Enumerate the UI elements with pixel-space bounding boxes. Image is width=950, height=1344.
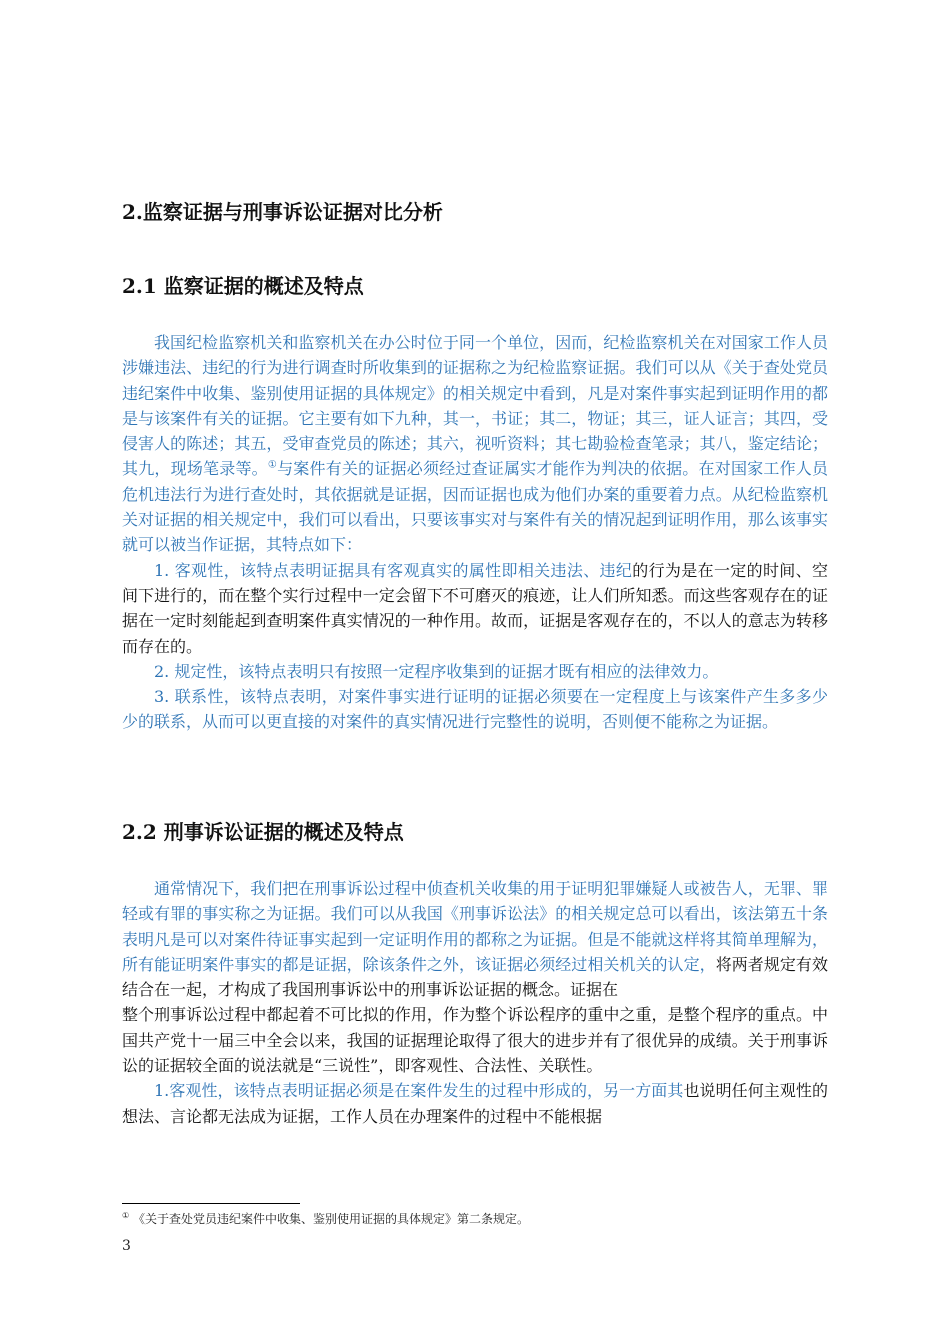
page-number: 3 — [122, 1238, 131, 1254]
section-2-2-body — [122, 876, 828, 1129]
footnote-divider — [122, 1203, 300, 1204]
section-heading-2-2: 2.2 刑事诉讼证据的概述及特点 — [122, 820, 404, 844]
list-item-2-2-objectivity: 1.客观性，该特点表明证据必须是在案件发生的过程中形成的，另一方面其也说明任何主观性的想法、言论都无法成为证据，工作人员在办理案件的过程中不能根据 — [122, 1081, 828, 1126]
paragraph-2-2-continued: 整个刑事诉讼过程中都起着不可比拟的作用，作为整个诉讼程序的重中之重，是整个程序的重点。中国共产党十一届三中全会以来，我国的证据理论取得了很大的进步并有了很优异的成绩。关于刑事诉讼的证据较全面的说法就是“三说性”，即客观性、合法性、关联性。 — [122, 1005, 828, 1076]
footnote-ref[interactable]: ① — [267, 460, 278, 472]
footnote-mark: ① — [122, 1211, 130, 1220]
section-heading-2-1: 2.1 监察证据的概述及特点 — [122, 274, 364, 298]
list-item-regularity: 2. 规定性，该特点表明只有按照一定程序收集到的证据才既有相应的法律效力。 — [154, 661, 719, 681]
paragraph-2-1-intro: 我国纪检监察机关和监察机关在办公时位于同一个单位，因而，纪检监察机关在对国家工作人员涉嫌违法、违纪的行为进行调查时所收集到的证据称之为纪检监察证据。我们可以从《关于查处党员违纪案件中收集、鉴别使用证据的具体规定》的相关规定中看到，凡是对案件事实起到证明作用的都是与该案件有关的证据。它主要有如下九种，其一，书证；其二，物证；其三，证人证言；其四，受侵害人的陈述；其五，受审查党员的陈述；其六，视听资料；其七勘验检查笔录；其八，鉴定结论；其九，现场笔录等。①与案件有关的证据必须经过查证属实才能作为判决的依据。在对国家工作人员危机违法行为进行查处时，其依据就是证据，因而证据也成为他们办案的重要着力点。从纪检监察机关对证据的相关规定中，我们可以看出，只要该事实对与案件有关的情况起到证明作用，那么该事实就可以被当作证据，其特点如下： — [122, 333, 828, 555]
footnote — [122, 1210, 529, 1227]
section-2-1-body — [122, 330, 828, 735]
list-item-objectivity: 1. 客观性，该特点表明证据具有客观真实的属性即相关违法、违纪的行为是在一定的时间、空间下进行的，而在整个实行过程中一定会留下不可磨灭的痕迹，让人们所知悉。而这些客观存在的证据在一定时刻能起到查明案件真实情况的一种作用。故而，证据是客观存在的，不以人的意志为转移而存在的。 — [122, 560, 828, 656]
list-item-relevance: 3. 联系性，该特点表明，对案件事实进行证明的证据必须要在一定程度上与该案件产生多多少少的联系，从而可以更直接的对案件的真实情况进行完整性的说明，否则便不能称之为证据。 — [122, 687, 828, 732]
section-heading-2: 2.监察证据与刑事诉讼证据对比分析 — [122, 200, 443, 224]
paragraph-2-2-intro: 通常情况下，我们把在刑事诉讼过程中侦查机关收集的用于证明犯罪嫌疑人或被告人，无罪、罪轻或有罪的事实称之为证据。我们可以从我国《刑事诉讼法》的相关规定总可以看出，该法第五十条表明凡是可以对案件待证事实起到一定证明作用的都称之为证据。但是不能就这样将其简单理解为，所有能证明案件事实的都是证据，除该条件之外，该证据必须经过相关机关的认定，将两者规定有效结合在一起，才构成了我国刑事诉讼中的刑事诉讼证据的概念。证据在 — [122, 879, 828, 1000]
footnote-text: 《关于查处党员违纪案件中收集、鉴别使用证据的具体规定》第二条规定。 — [133, 1212, 530, 1226]
